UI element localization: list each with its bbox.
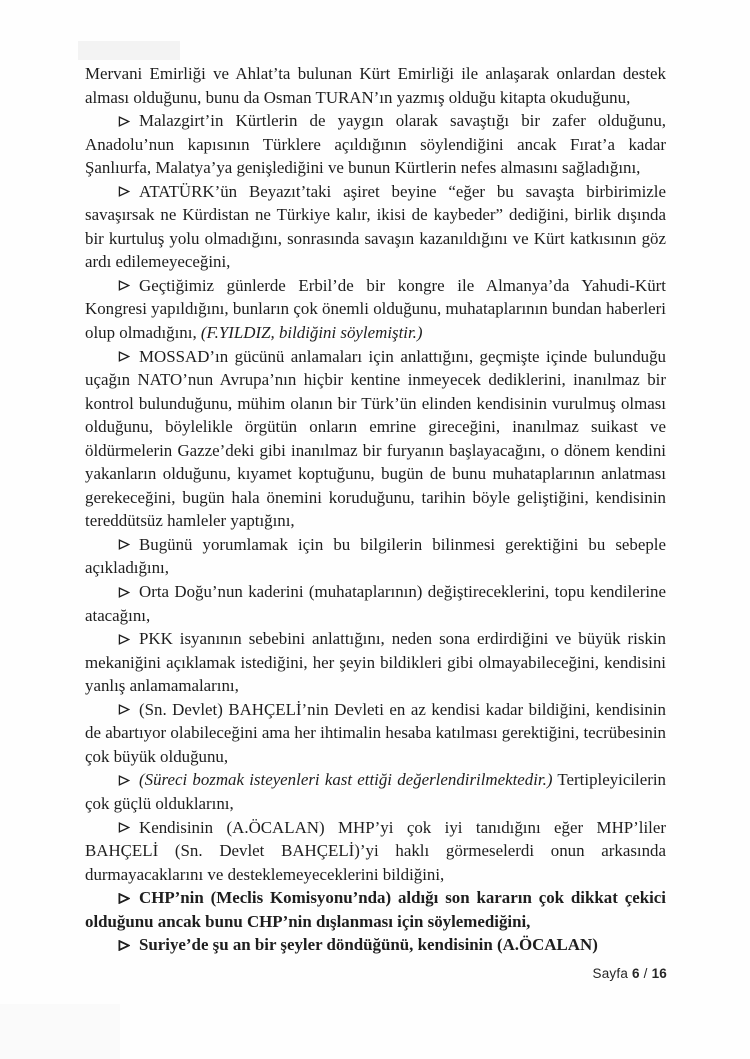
text-segment: Orta Doğu’nun kaderini (muhataplarının) değiştireceklerini, topu kendilerine atacağını,	[85, 582, 666, 625]
arrow-bullet-icon	[118, 351, 130, 362]
paragraph	[85, 274, 666, 345]
paragraph	[85, 698, 666, 769]
paragraph	[85, 933, 666, 957]
text-segment: Bugünü yorumlamak için bu bilgilerin bilinmesi gerektiğini bu sebeple açıkladığını,	[85, 534, 666, 578]
paragraph	[85, 345, 666, 533]
text-segment: Kendisinin (A.ÖCALAN) MHP’yi çok iyi tanıdığını eğer MHP’liler BAHÇELİ (Sn. Devlet BAHÇELİ)’yi haklı görmeselerdi onun arkasında durmayacaklarını ve desteklemeyeceklerini bildiğini,	[85, 817, 666, 884]
paragraph	[85, 816, 666, 887]
footer-page-number: 6	[632, 966, 640, 981]
text-segment: CHP’nin (Meclis Komisyonu’nda) aldığı son kararın çok dikkat çekici olduğunu ancak bunu CHP’nin dışlanması için söylemediğini,	[85, 888, 666, 931]
paragraph	[85, 180, 666, 274]
arrow-bullet-icon	[118, 775, 130, 786]
text-segment: Suriye’de şu an bir şeyler döndüğünü, kendisinin (A.ÖCALAN)	[139, 935, 598, 955]
document-body	[85, 62, 666, 957]
paragraph	[85, 109, 666, 180]
text-segment: MOSSAD’ın gücünü anlamaları için anlattığını, geçmişte içinde bulunduğu uçağın NATO’nun Avrupa’nın hiçbir kentine inmeyecek dediklerini, inanılmaz bir kontrol bulunduğunu, mühim olanın bir Türk’ün elinden kendisinin vurulmuş olması olduğunu, böylelikle örgütün onların emrine gireceğini, inanılmaz suikast ve öldürmelerin Gazze’deki gibi inanılmaz bir furyanın başlayacağını, o dönem kendini yakanların olduğunu, kıyamet koptuğunu, bugün de bunu muhataplarının anlatması gerekeceğini, bugün hala önemini koruduğunu, tarihin böyle geliştiğini, kendisinin tereddütsüz hamleler yaptığını,	[85, 346, 666, 531]
text-segment: ATATÜRK’ün Beyazıt’taki aşiret beyine “eğer bu savaşta birbirimizle savaşırsak ne Kürdistan ne Türkiye kalır, ikisi de kaybeder” dediğini, birlik dışında bir kurtuluş yolu olmadığını, sonrasında savaşın kazanıldığını ve Kürt katkısının göz ardı edilemeyeceğini,	[85, 181, 666, 272]
arrow-bullet-icon	[118, 539, 130, 550]
paragraph	[85, 768, 666, 815]
paragraph	[85, 580, 666, 627]
arrow-bullet-icon	[118, 822, 130, 833]
text-segment: (Süreci bozmak isteyenleri kast ettiği değerlendirilmektedir.)	[139, 770, 553, 790]
text-segment: (Sn. Devlet) BAHÇELİ’nin Devleti en az kendisi kadar bildiğini, kendisinin de abartıyor olabileceğini ama her ihtimalin hesaba katılması gerektiğini, tecrübesinin çok büyük olduğunu,	[85, 699, 666, 766]
arrow-bullet-icon	[118, 634, 130, 645]
text-segment: Tertipleyicilerin çok güçlü olduklarını,	[85, 770, 666, 813]
paragraph	[85, 886, 666, 933]
paragraph	[85, 627, 666, 698]
arrow-bullet-icon	[118, 186, 130, 197]
text-segment: Malazgirt’in Kürtlerin de yaygın olarak savaştığı bir zafer olduğunu, Anadolu’nun kapısının Türklere açıldığının söylendiğini ancak Fırat’a kadar Şanlıurfa, Malatya’ya genişlediğini ve bunun Kürtlerin nefes almasını sağladığını,	[85, 111, 666, 178]
text-segment: Geçtiğimiz günlerde Erbil’de bir kongre ile Almanya’da Yahudi-Kürt Kongresi yapıldığını, bunların çok önemli olduğunu, muhataplarının bundan haberleri olup olmadığını,	[85, 275, 666, 343]
arrow-bullet-icon	[118, 116, 130, 127]
arrow-bullet-icon	[118, 893, 130, 904]
page-footer	[593, 966, 667, 981]
footer-page-total: 16	[651, 966, 667, 981]
footer-label: Sayfa	[592, 966, 632, 981]
scan-artifact-bottom	[0, 1004, 120, 1059]
arrow-bullet-icon	[118, 280, 130, 291]
text-segment: PKK isyanının sebebini anlattığını, neden sona erdirdiğini ve büyük riskin mekaniğini açıklamak istediğini, her şeyin bildikleri gibi olmayabileceğini, kendisini yanlış anlamamalarını,	[85, 629, 666, 696]
paragraph	[85, 62, 666, 109]
arrow-bullet-icon	[118, 587, 130, 598]
text-segment: (F.YILDIZ, bildiğini söylemiştir.)	[200, 323, 423, 343]
paragraph	[85, 533, 666, 580]
arrow-bullet-icon	[118, 704, 130, 715]
footer-separator: /	[639, 966, 652, 981]
arrow-bullet-icon	[118, 940, 130, 951]
scan-artifact-top	[78, 41, 180, 60]
text-segment: Mervani Emirliği ve Ahlat’ta bulunan Kürt Emirliği ile anlaşarak onlardan destek alması olduğunu, bunu da Osman TURAN’ın yazmış olduğu kitapta okuduğunu,	[85, 64, 666, 107]
